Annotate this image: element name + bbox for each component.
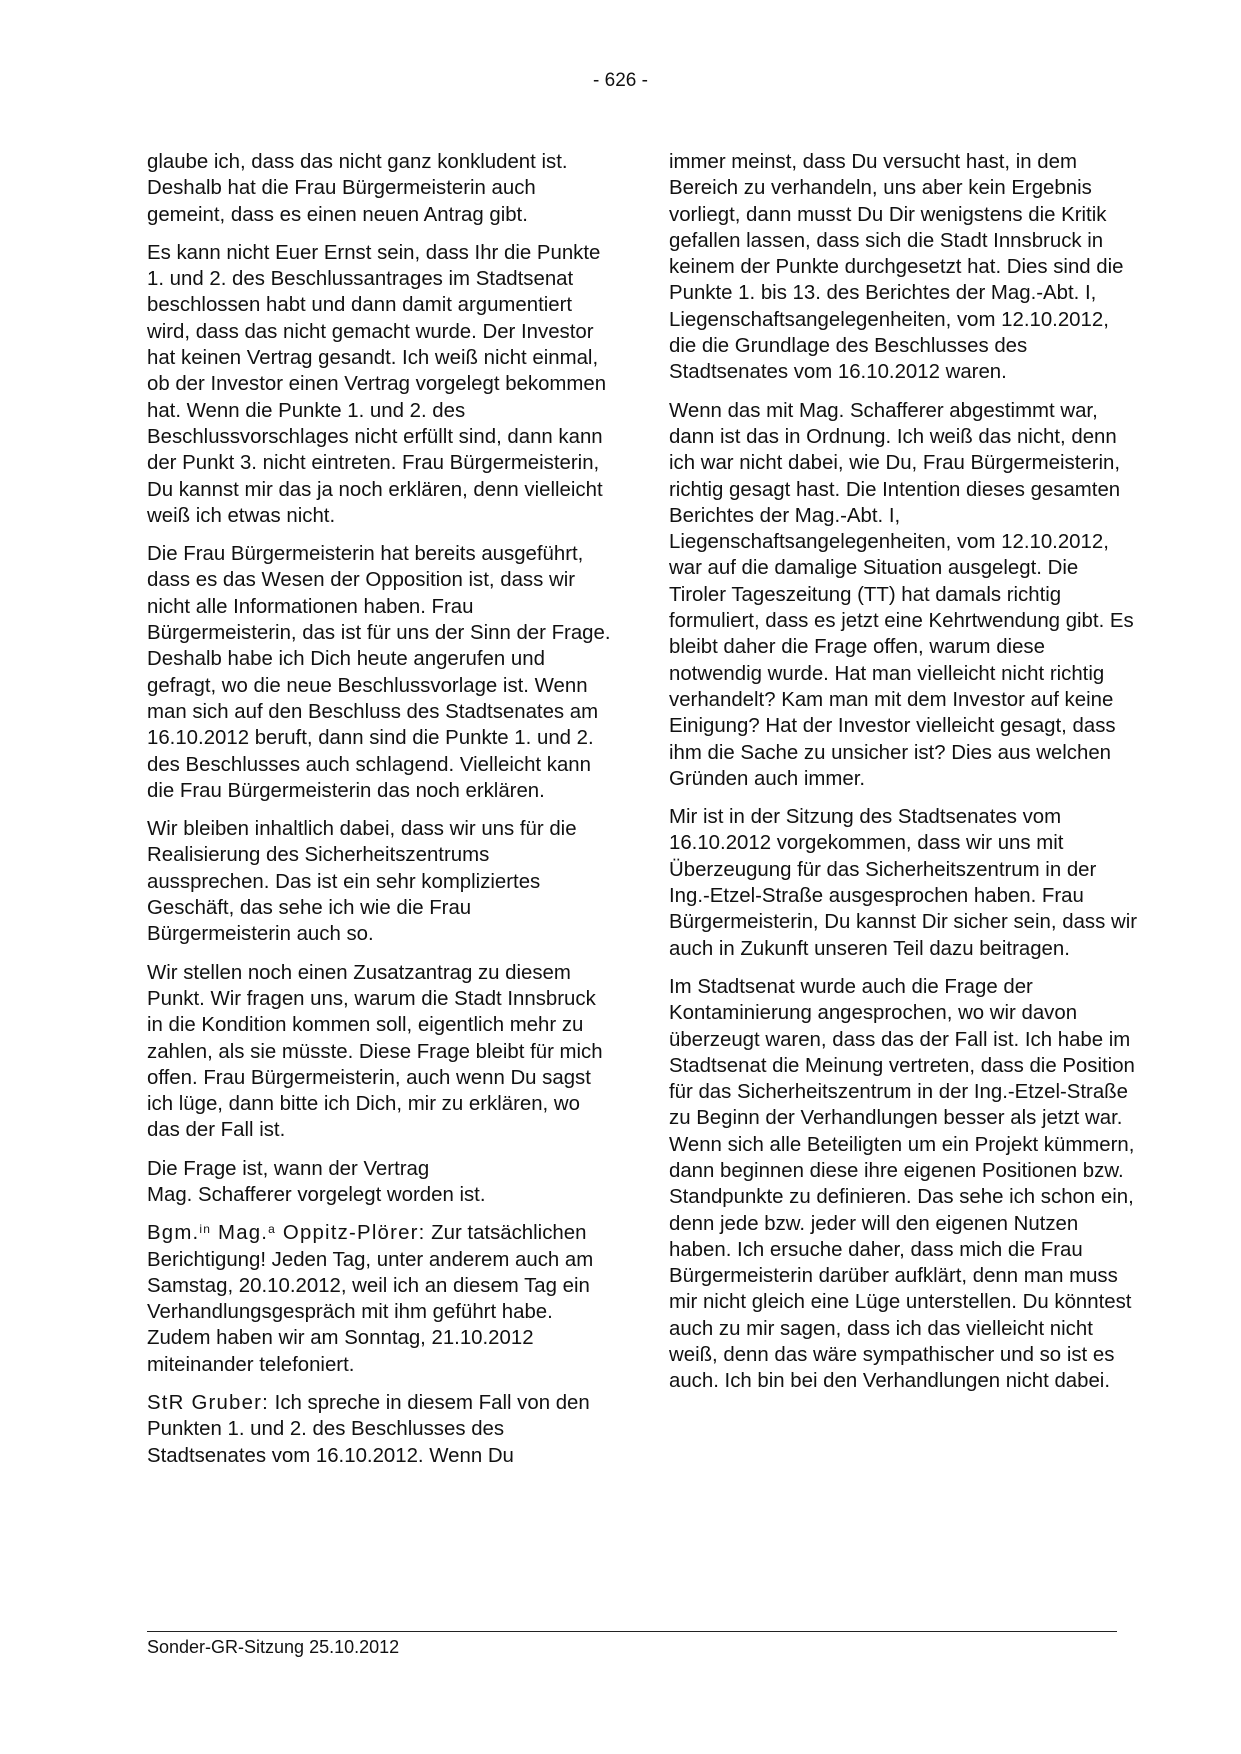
page-number: - 626 -: [593, 70, 648, 91]
paragraph: Mir ist in der Sitzung des Stadtsenates vom 16.10.2012 vorgekommen, dass wir uns mit Überzeugung für das Sicherheitszentrum in der Ing.-Etzel-Straße ausgesprochen haben. Frau Bürgermeisterin, Du kannst Dir sicher sein, dass wir auch in Zukunft unseren Teil dazu beitragen.: [669, 806, 1138, 960]
paragraph: glaube ich, dass das nicht ganz konkludent ist. Deshalb hat die Frau Bürgermeisterin auch gemeint, dass es einen neuen Antrag gibt.: [147, 151, 568, 226]
speaker-title-sup: in: [199, 1222, 212, 1237]
speaker-name: StR Gruber:: [147, 1392, 269, 1415]
paragraph-line: Die Frage ist, wann der Vertrag: [147, 1157, 430, 1180]
paragraph-line: Mag. Schafferer vorgelegt worden ist.: [147, 1183, 486, 1206]
paragraph: Im Stadtsenat wurde auch die Frage der Kontaminierung angesprochen, wo wir davon überzeugt waren, dass das der Fall ist. Ich habe im Stadtsenat die Meinung vertreten, dass die Position für das Sicherheitszentrum in der Ing.-Etzel-Straße zu Beginn der Verhandlungen besser als jetzt war. Wenn sich alle Beteiligten um ein Projekt kümmern, dann beginnen diese ihre eigenen Positionen bzw. Standpunkte zu definieren. Das sehe ich schon ein, denn jede bzw. jeder will den eigenen Nutzen haben. Ich ersuche daher, dass mich die Frau Bürgermeisterin darüber aufklärt, denn man muss mir nicht gleich eine Lüge unterstellen. Du könntest auch zu mir sagen, dass ich das vielleicht nicht weiß, denn das wäre sympathischer und so ist es auch. Ich bin bei den Verhandlungen nicht dabei.: [669, 975, 1135, 1393]
paragraph: [147, 1156, 612, 1209]
paragraph: [147, 1390, 612, 1469]
paragraph: [147, 1220, 612, 1378]
paragraph: immer meinst, dass Du versucht hast, in dem Bereich zu verhandeln, uns aber kein Ergebnis vorliegt, dann musst Du Dir wenigstens die Kritik gefallen lassen, dass sich die Stadt Innsbruck in keinem der Punkte durchgesetzt hat. Dies sind die Punkte 1. bis 13. des Berichtes der Mag.-Abt. I, Liegenschaftsangelegenheiten, vom 12.10.2012, die die Grundlage des Beschlusses des Stadtsenates vom 16.10.2012 waren.: [669, 151, 1124, 384]
paragraph: Wir stellen noch einen Zusatzantrag zu diesem Punkt. Wir fragen uns, warum die Stadt Innsbruck in die Kondition kommen soll, eigentlich mehr zu zahlen, als sie müsste. Diese Frage bleibt für mich offen. Frau Bürgermeisterin, auch wenn Du sagst ich lüge, dann bitte ich Dich, mir zu erklären, wo das der Fall ist.: [147, 961, 603, 1142]
paragraph: Es kann nicht Euer Ernst sein, dass Ihr die Punkte 1. und 2. des Beschlussantrages im Stadtsenat beschlossen habt und dann damit argumentiert wird, dass das nicht gemacht wurde. Der Investor hat keinen Vertrag gesandt. Ich weiß nicht einmal, ob der Investor einen Vertrag vorgelegt bekommen hat. Wenn die Punkte 1. und 2. des Beschlussvorschlages nicht erfüllt sind, dann kann der Punkt 3. nicht eintreten. Frau Bürgermeisterin, Du kannst mir das ja noch erklären, denn vielleicht weiß ich etwas nicht.: [147, 241, 607, 527]
speech-text: Zur tatsächlichen Berichtigung! Jeden Tag, unter anderem auch am Samstag, 20.10.2012, weil ich an diesem Tag ein Verhandlungsgespräch mit ihm geführt habe. Zudem haben wir am Sonntag, 21.10.2012 miteinander telefoniert.: [147, 1222, 594, 1376]
speaker-title: Mag.: [211, 1222, 269, 1245]
speaker-surname: Oppitz-Plörer:: [276, 1222, 426, 1245]
left-column: [147, 149, 612, 1481]
footer-divider: [147, 1631, 1117, 1632]
speaker-title: Bgm.: [147, 1222, 200, 1245]
footer-text: Sonder-GR-Sitzung 25.10.2012: [147, 1637, 400, 1657]
paragraph: Wir bleiben inhaltlich dabei, dass wir uns für die Realisierung des Sicherheitszentrums aussprechen. Das ist ein sehr kompliziertes Geschäft, das sehe ich wie die Frau Bürgermeisterin auch so.: [147, 818, 577, 946]
paragraph: Die Frau Bürgermeisterin hat bereits ausgeführt, dass es das Wesen der Opposition ist, dass wir nicht alle Informationen haben. Frau Bürgermeisterin, das ist für uns der Sinn der Frage. Deshalb habe ich Dich heute angerufen und gefragt, wo die neue Beschlussvorlage ist. Wenn man sich auf den Beschluss des Stadtsenates am 16.10.2012 beruft, dann sind die Punkte 1. und 2. des Beschlusses auch schlagend. Vielleicht kann die Frau Bürgermeisterin das noch erklären.: [147, 543, 611, 802]
right-column: [669, 149, 1139, 1407]
paragraph: Wenn das mit Mag. Schafferer abgestimmt war, dann ist das in Ordnung. Ich weiß das nicht, denn ich war nicht dabei, wie Du, Frau Bürgermeisterin, richtig gesagt hast. Die Intention dieses gesamten Berichtes der Mag.-Abt. I, Liegenschaftsangelegenheiten, vom 12.10.2012, war auf die damalige Situation ausgelegt. Die Tiroler Tageszeitung (TT) hat damals richtig formuliert, dass es jetzt eine Kehrtwendung gibt. Es bleibt daher die Frage offen, warum diese notwendig wurde. Hat man vielleicht nicht richtig verhandelt? Kam man mit dem Investor auf keine Einigung? Hat der Investor vielleicht gesagt, dass ihm die Sache zu unsicher ist? Dies aus welchen Gründen auch immer.: [669, 399, 1134, 790]
speech-text: Ich spreche in diesem Fall von den Punkten 1. und 2. des Beschlusses des Stadtsenates vom 16.10.2012. Wenn Du: [147, 1392, 590, 1467]
speaker-title-sup: a: [268, 1222, 277, 1237]
speaker-name: [147, 1222, 425, 1244]
